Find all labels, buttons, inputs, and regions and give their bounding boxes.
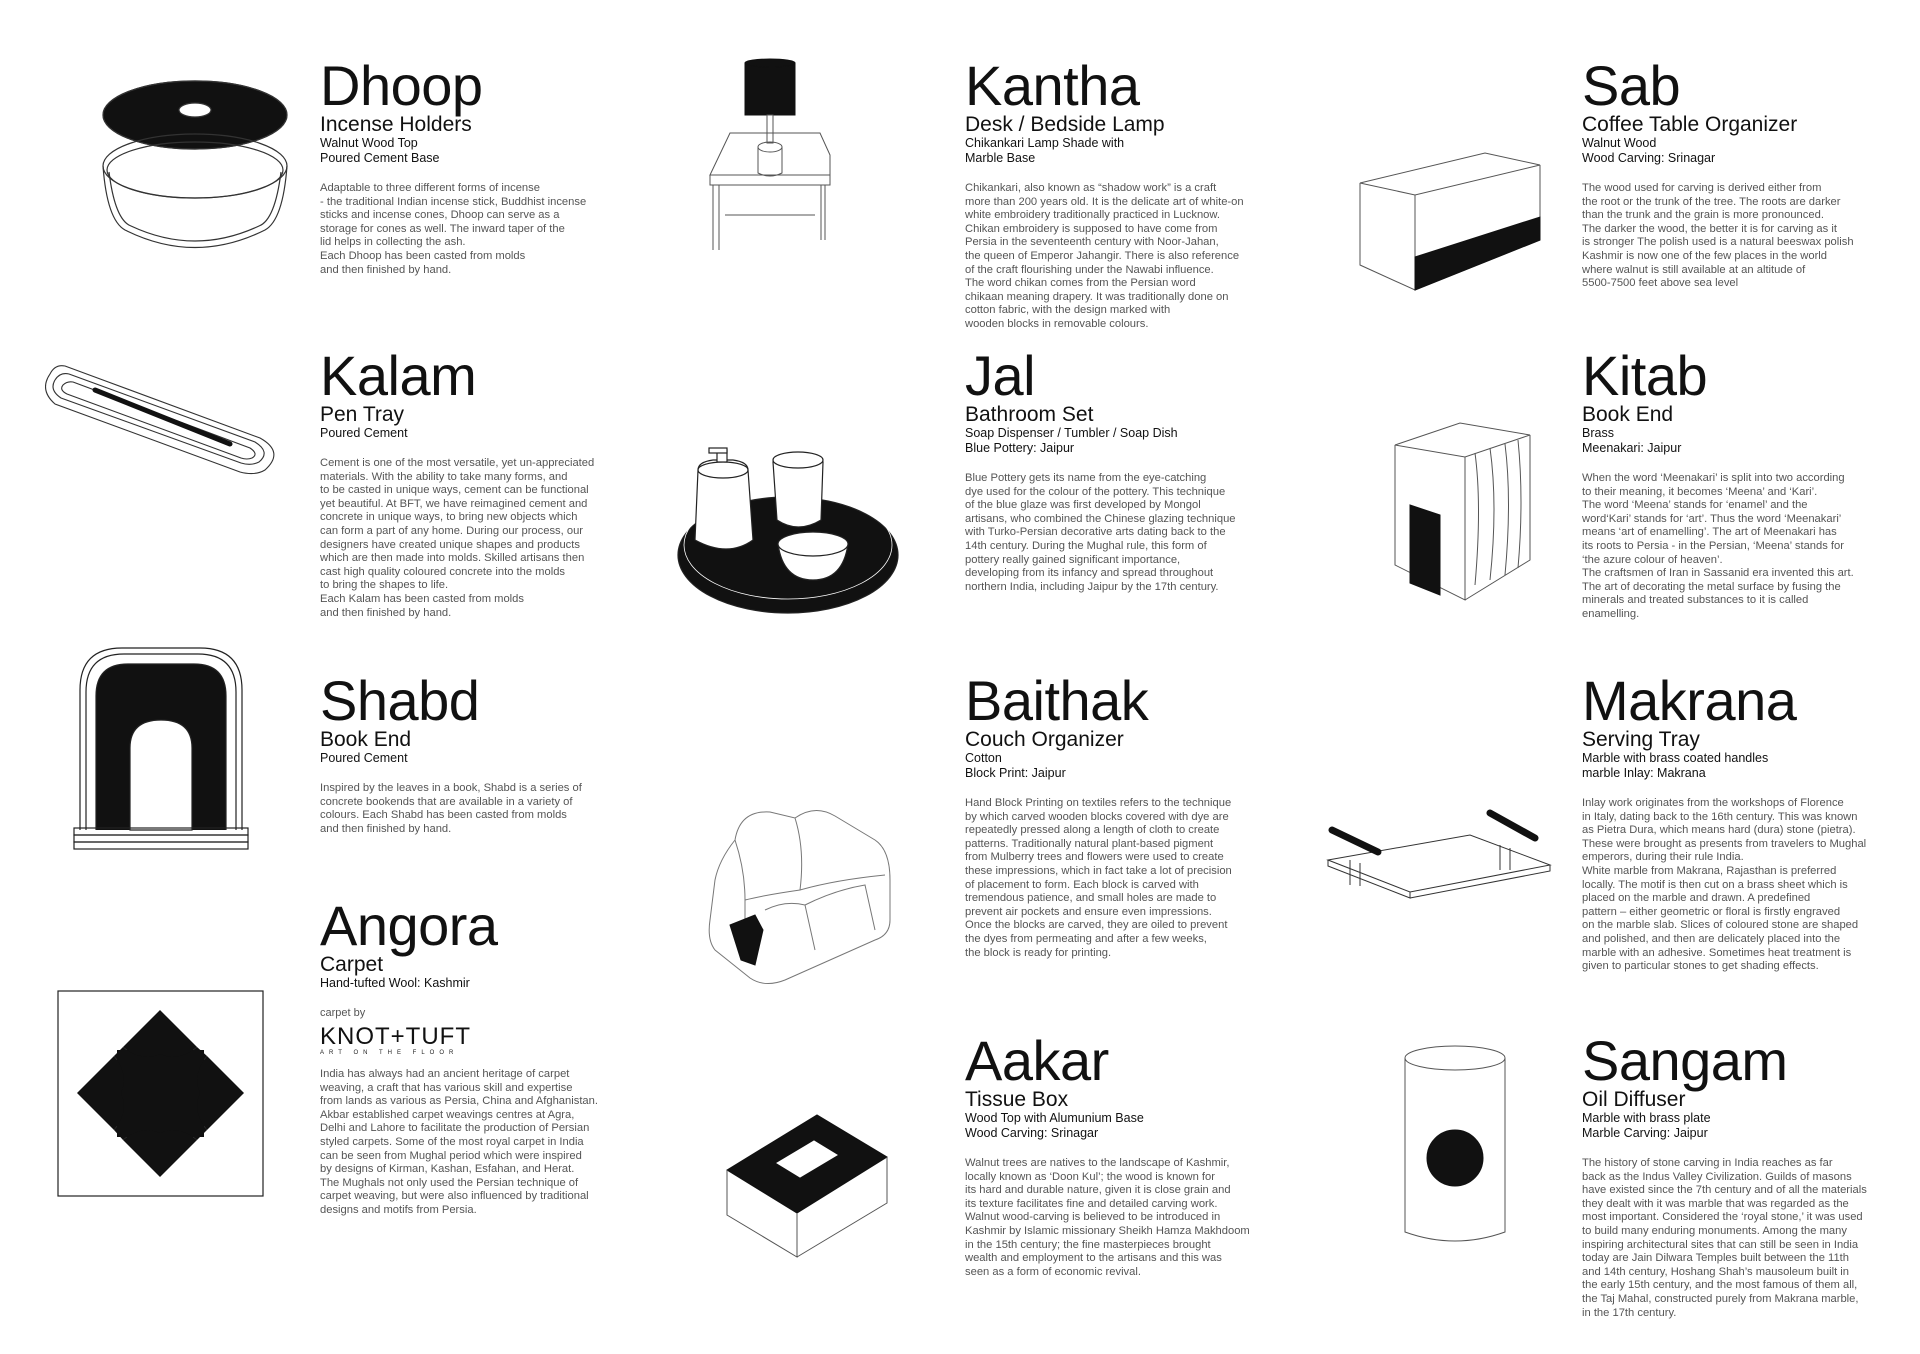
product-description: Blue Pottery gets its name from the eye-catching dye used for the colour of the pottery. This technique of the blue glaze was first developed by Mongol artisans, who combined the Chinese glazing technique with Turko-Persian decorative arts dating back to the 14th century. During the Mughal rule, this form of pottery really gained significant importance, developing from its infancy and spread throughout northern India, including Jaipur by the 17th century.: [965, 472, 1236, 593]
product-description: Walnut trees are natives to the landscape of Kashmir, locally known as ‘Doon Kul’; the wood is known for its hard and durable nature, given it is close grain and its texture facilitates fine and detailed carving work. Walnut wood-carving is believed to be introduced in Kashmir by Islamic missionary Sheikh Hamza Makhdoom in the 15th century; the fine masterpieces brought wealth and employment to the artisans and this was seen as a form of economic revival.: [965, 1157, 1250, 1278]
product-kitab: [1582, 344, 1892, 622]
product-subtitle: Coffee Table Organizer: [1582, 113, 1798, 136]
product-materials: Wood Top with Alumunium Base Wood Carving: Srinagar: [965, 1111, 1144, 1140]
product-name: Kantha: [965, 54, 1140, 117]
product-materials: Soap Dispenser / Tumbler / Soap Dish Blue Pottery: Jaipur: [965, 426, 1178, 455]
product-name: Baithak: [965, 669, 1149, 732]
product-subtitle: Serving Tray: [1582, 728, 1700, 751]
bathroom-set-illustration: [673, 440, 903, 620]
product-materials: Poured Cement: [320, 751, 408, 765]
serving-tray-illustration: [1320, 800, 1560, 930]
product-subtitle: Bathroom Set: [965, 403, 1094, 426]
product-name: Shabd: [320, 669, 480, 732]
product-jal: [965, 344, 1265, 594]
product-subtitle: Tissue Box: [965, 1088, 1069, 1111]
product-materials: Brass Meenakari: Jaipur: [1582, 426, 1682, 455]
product-materials: Hand-tufted Wool: Kashmir: [320, 976, 470, 990]
couch-organizer-illustration: [705, 800, 915, 990]
brand-logo: KNOT+TUFT: [320, 1023, 471, 1050]
product-materials: Marble with brass plate Marble Carving: Jaipur: [1582, 1111, 1711, 1140]
product-description: Adaptable to three different forms of incense - the traditional Indian incense stick, Buddhist incense sticks and incense cones, Dhoop can serve as a storage for cones as well. The inward taper of the lid helps in collecting the ash. Each Dhoop has been casted from molds and then finished by hand.: [320, 182, 587, 276]
product-name: Aakar: [965, 1029, 1109, 1092]
product-subtitle: Carpet: [320, 953, 384, 976]
product-subtitle: Oil Diffuser: [1582, 1088, 1686, 1111]
pen-tray-illustration: [45, 360, 285, 480]
product-angora: [320, 894, 630, 1218]
product-description: Inlay work originates from the workshops of Florence in Italy, dating back to the 16th century. This was known as Pietra Dura, which means hard (dura) stone (pietra). These were brought as presents from travelers to Mughal emperors, during their rule India. White marble from Makrana, Rajasthan is preferred locally. The motif is then cut on a brass sheet which is placed on the marble and drawn. A predefined pattern – either geometric or floral is firstly engraved on the marble slab. Slices of coloured stone are shaped and polished, and then are delicately placed into the marble with an adhesive. Sometimes heat treatment is given to particular stones to get shading effects.: [1582, 797, 1867, 973]
tissue-box-illustration: [722, 1085, 892, 1260]
product-name: Jal: [965, 344, 1036, 407]
lamp-illustration: [705, 55, 835, 255]
product-name: Dhoop: [320, 54, 483, 117]
product-name: Sangam: [1582, 1029, 1788, 1092]
product-materials: Marble with brass coated handles marble Inlay: Makrana: [1582, 751, 1769, 780]
incense-holder-illustration: [95, 70, 295, 260]
product-baithak: [965, 669, 1265, 960]
product-materials: Walnut Wood Wood Carving: Srinagar: [1582, 136, 1716, 165]
product-subtitle: Pen Tray: [320, 403, 405, 426]
product-description: Hand Block Printing on textiles refers to the technique by which carved wooden blocks covered with dye are repeatedly pressed along a length of cloth to create patterns. Traditionally natural plant-based pigment from Mulberry trees and flowers were used to create these impressions, which in fact take a lot of precision of placement to form. Each block is carved with tremendous patience, and small holes are made to prevent air pockets and ensure even impressions. Once the blocks are carved, they are oiled to prevent the dyes from permeating and after a few weeks, the block is ready for printing.: [965, 797, 1232, 959]
product-aakar: [965, 1029, 1275, 1279]
product-makrana: [1582, 669, 1902, 974]
product-description: When the word ‘Meenakari’ is split into two according to their meaning, it becomes ‘Meena’ and ‘Kari’. The word ‘Meena’ stands for ‘enamel’ and the word‘Kari’ stands for ‘art’. Thus the word ‘Meenakari’ means ‘art of enamelling’. The art of Meenakari has its roots to Persia - in the Persian, ‘Meena’ stands for ‘the azure colour of heaven’. The craftsmen of Iran in Sassanid era invented this art. The art of decorating the metal surface by fusing the minerals and treated substances to it is called enamelling.: [1582, 472, 1854, 620]
product-sab: [1582, 54, 1892, 291]
product-materials: Chikankari Lamp Shade with Marble Base: [965, 136, 1125, 165]
oil-diffuser-illustration: [1395, 1040, 1515, 1250]
carpet-credit: carpet by: [320, 1007, 366, 1019]
book-end-illustration: [1390, 415, 1540, 605]
product-kalam: [320, 344, 630, 620]
brand-tagline: ART ON THE FLOOR: [320, 1050, 459, 1056]
product-description: Chikankari, also known as “shadow work” is a craft more than 200 years old. It is the delicate art of white-on white embroidery traditionally practiced in Lucknow. Chikan embroidery is supposed to have come from Persia in the seventeenth century with Noor-Jahan, the queen of Emperor Jahangir. There is also reference of the craft flourishing under the Nawabi influence. The word chikan comes from the Persian word chikaan meaning drapery. It was traditionally done on cotton fabric, with the design marked with wooden blocks in removable colours.: [965, 182, 1244, 330]
product-materials: Poured Cement: [320, 426, 408, 440]
product-name: Makrana: [1582, 669, 1797, 732]
product-kantha: [965, 54, 1265, 332]
product-subtitle: Incense Holders: [320, 113, 472, 136]
product-name: Sab: [1582, 54, 1681, 117]
product-name: Kitab: [1582, 344, 1708, 407]
product-subtitle: Couch Organizer: [965, 728, 1124, 751]
product-description: The history of stone carving in India reaches as far back as the Indus Valley Civilization. Guilds of masons have existed since the 7th century and of all the materials they dealt with it was marble that was regarded as the most important. Considered the ‘royal stone,’ it was used to build many enduring monuments. Among the many inspiring architectural sites that can still be seen in India today are Jain Dilwara Temples built between the 11th and 14th century, Hoshang Shah’s mausoleum built in the early 15th century, and the most famous of them all, the Taj Mahal, constructed purely from Makrana marble, in the 17th century.: [1582, 1157, 1867, 1319]
product-subtitle: Book End: [1582, 403, 1674, 426]
carpet-illustration: [57, 990, 264, 1197]
product-materials: Walnut Wood Top Poured Cement Base: [320, 136, 440, 165]
product-description: Inspired by the leaves in a book, Shabd is a series of concrete bookends that are available in a variety of colours. Each Shabd has been casted from molds and then finished by hand.: [320, 782, 582, 835]
product-subtitle: Desk / Bedside Lamp: [965, 113, 1165, 136]
product-sangam: [1582, 1029, 1902, 1320]
arch-book-end-illustration: [72, 640, 252, 860]
product-shabd: [320, 669, 620, 836]
product-dhoop: [320, 54, 620, 277]
organizer-illustration: [1355, 145, 1545, 295]
product-name: Angora: [320, 894, 498, 957]
product-subtitle: Book End: [320, 728, 412, 751]
product-description: India has always had an ancient heritage of carpet weaving, a craft that has various skill and expertise from lands as various as Persia, China and Afghanistan. Akbar established carpet weavings centres at Agra, Delhi and Lahore to facilitate the production of Persian styled carpets. Some of the most royal carpet in India can be seen from Mughal period which were inspired by designs of Kirman, Kashan, Esfahan, and Herat. The Mughals not only used the Persian technique of carpet weaving, but were also influenced by traditional designs and motifs from Persia.: [320, 1068, 598, 1216]
product-description: The wood used for carving is derived either from the root or the trunk of the tree. The roots are darker than the trunk and the grain is more pronounced. The darker the wood, the better it is for carving as it is stronger The polish used is a natural beeswax polish Kashmir is now one of the few places in the world where walnut is still available at an altitude of 5500-7500 feet above sea level: [1582, 182, 1854, 290]
product-materials: Cotton Block Print: Jaipur: [965, 751, 1066, 780]
product-description: Cement is one of the most versatile, yet un-appreciated materials. With the ability to take many forms, and to be casted in unique ways, cement can be functional yet beautiful. At BFT, we have reimagined cement and concrete in unique ways, to bring new objects which can form a part of any home. During our process, our designers have created unique shapes and products which are then made into molds. Skilled artisans then cast high quality coloured concrete into the molds to bring the shapes to life. Each Kalam has been casted from molds and then finished by hand.: [320, 457, 595, 619]
product-name: Kalam: [320, 344, 477, 407]
